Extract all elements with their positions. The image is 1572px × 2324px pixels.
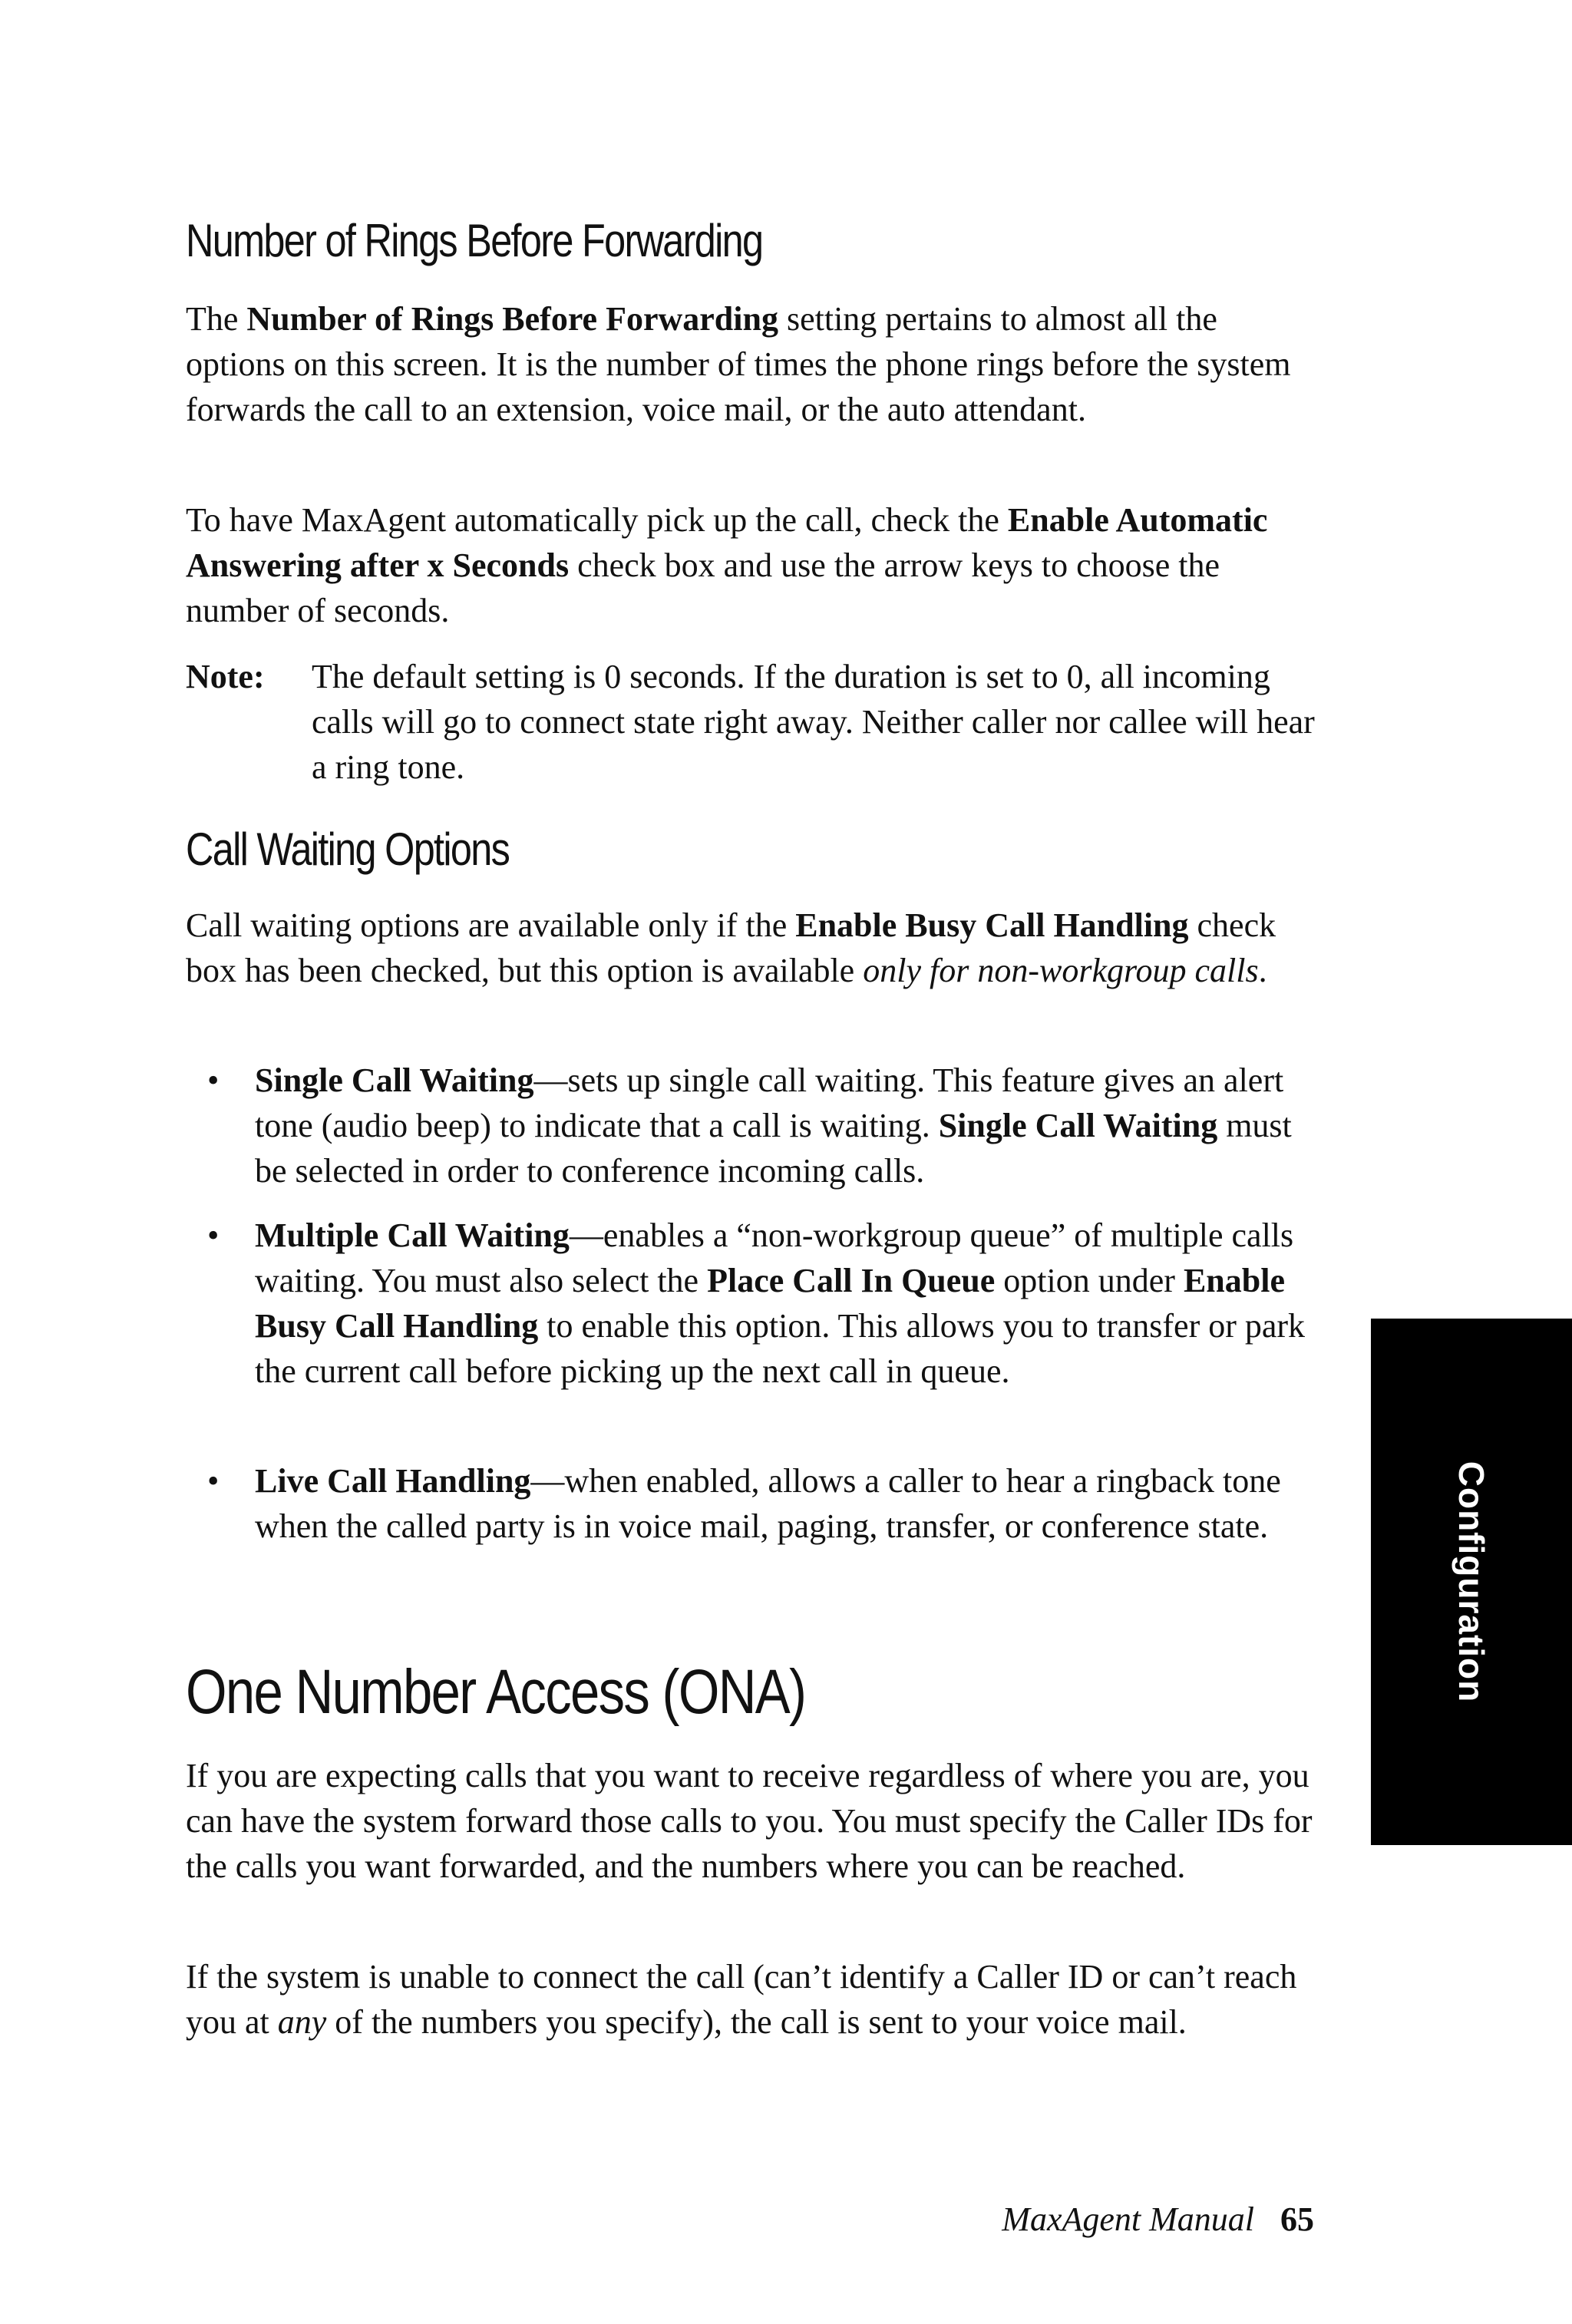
bullet-marker: •: [207, 1216, 220, 1254]
bullet-marker: •: [207, 1061, 220, 1099]
bullet-single-call-waiting: Single Call Waiting—sets up single call waiting. This feature gives an alert tone (audio beep) to indicate that a call is waiting. Single Call Waiting must be selected in order to conference incoming calls.: [255, 1061, 1292, 1190]
chapter-side-tab: [1371, 1319, 1572, 1845]
rings-paragraph-2: To have MaxAgent automatically pick up the call, check the Enable Automatic Answering after x Seconds check box and use the arrow keys to choose the number of seconds.: [186, 501, 1268, 629]
heading-call-waiting-options: Call Waiting Options: [186, 824, 510, 875]
page-number: 65: [1280, 2200, 1314, 2238]
ona-paragraph-1: If you are expecting calls that you want to receive regardless of where you are, you can have the system forward those calls to you. You must specify the Caller IDs for the calls you want forwarded, and the numbers where you can be reached.: [186, 1757, 1313, 1885]
bullet-marker: •: [207, 1462, 220, 1500]
heading-rings-before-forwarding: Number of Rings Before Forwarding: [186, 215, 763, 266]
ona-paragraph-2: If the system is unable to connect the call (can’t identify a Caller ID or can’t reach you at any of the numbers you specify), the call is sent to your voice mail.: [186, 1958, 1297, 2041]
chapter-tab-label: Configuration: [1451, 1461, 1491, 1703]
page-footer: [1002, 2200, 1314, 2238]
footer-manual-title: MaxAgent Manual: [1002, 2200, 1254, 2238]
call-waiting-intro: Call waiting options are available only if the Enable Busy Call Handling check box has been checked, but this option is available only for non-workgroup calls.: [186, 906, 1276, 989]
heading-one-number-access: One Number Access (ONA): [186, 1657, 806, 1727]
note-text: The default setting is 0 seconds. If the duration is set to 0, all incoming calls will go to connect state right away. Neither caller nor callee will hear a ring tone.: [312, 658, 1315, 786]
note-label: Note:: [186, 658, 265, 695]
bullet-multiple-call-waiting: Multiple Call Waiting—enables a “non-workgroup queue” of multiple calls waiting. You must also select the Place Call In Queue option under Enable Busy Call Handling to enable this option. This allows you to transfer or park the current call before picking up the next call in queue.: [255, 1216, 1306, 1390]
bullet-live-call-handling: Live Call Handling—when enabled, allows a caller to hear a ringback tone when the called party is in voice mail, paging, transfer, or conference state.: [255, 1462, 1281, 1545]
rings-paragraph-1: The Number of Rings Before Forwarding setting pertains to almost all the options on this screen. It is the number of times the phone rings before the system forwards the call to an extension, voice mail, or the auto attendant.: [186, 300, 1291, 428]
